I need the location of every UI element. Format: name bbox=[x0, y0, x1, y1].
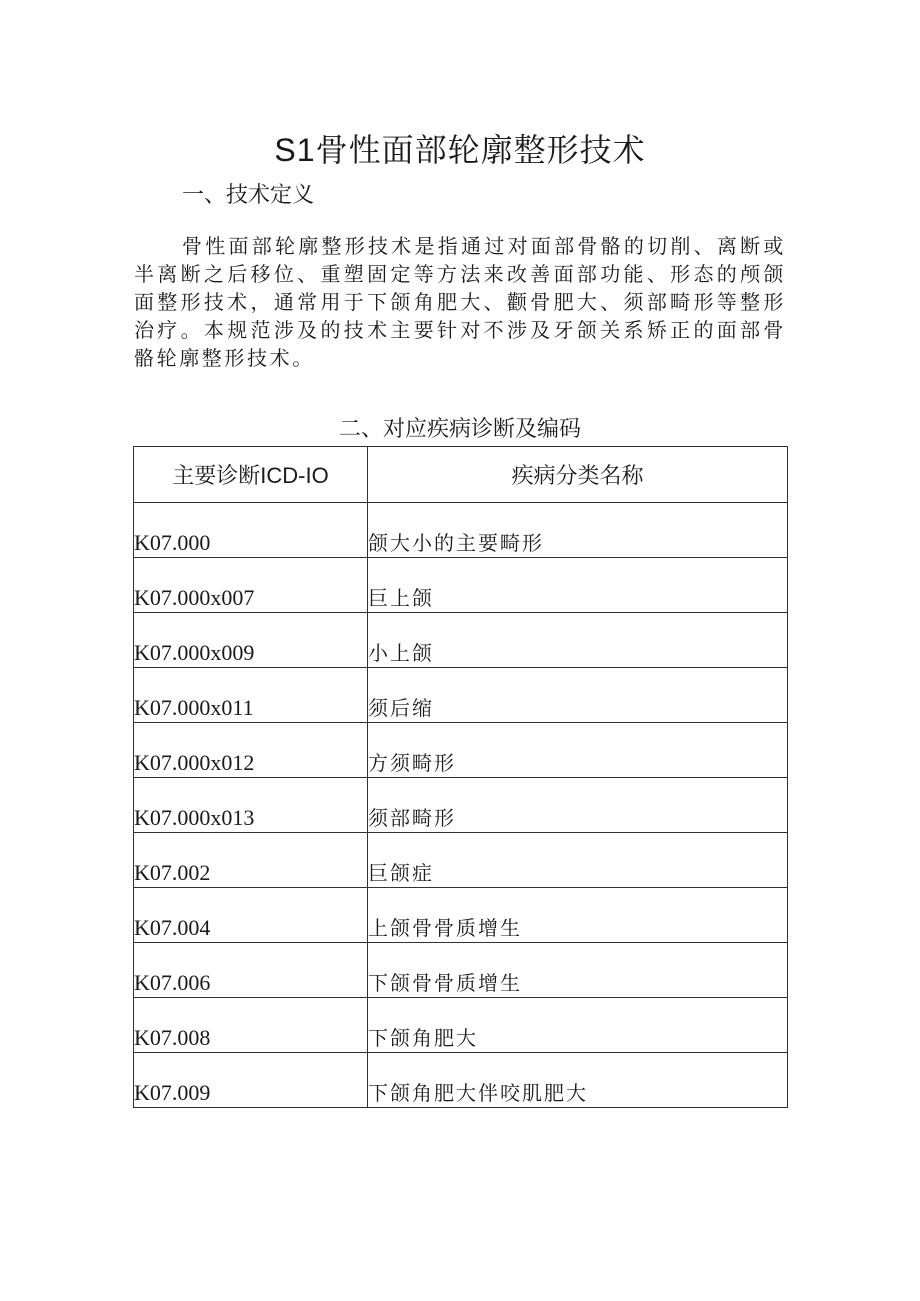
table-row bbox=[134, 558, 788, 613]
table-row bbox=[134, 943, 788, 998]
diagnosis-code-table bbox=[133, 446, 788, 1108]
disease-name-cell: 下颌角肥大 bbox=[368, 998, 788, 1053]
diagnosis-code-cell: K07.000x012 bbox=[134, 723, 368, 778]
header-diagnosis-code: 主要诊断ICD-IO bbox=[134, 447, 368, 503]
diagnosis-code-cell: K07.000x007 bbox=[134, 558, 368, 613]
diagnosis-code-cell: K07.000 bbox=[134, 503, 368, 558]
diagnosis-code-cell: K07.009 bbox=[134, 1053, 368, 1108]
table-row bbox=[134, 778, 788, 833]
disease-name-cell: 小上颌 bbox=[368, 613, 788, 668]
diagnosis-code-cell: K07.004 bbox=[134, 888, 368, 943]
diagnosis-code-cell: K07.000x013 bbox=[134, 778, 368, 833]
table-row bbox=[134, 668, 788, 723]
table-row bbox=[134, 723, 788, 778]
table-row bbox=[134, 1053, 788, 1108]
diagnosis-code-cell: K07.000x011 bbox=[134, 668, 368, 723]
table-body bbox=[134, 503, 788, 1108]
table-row bbox=[134, 998, 788, 1053]
table-row bbox=[134, 503, 788, 558]
table-row bbox=[134, 613, 788, 668]
disease-name-cell: 巨上颌 bbox=[368, 558, 788, 613]
page-title: S1骨性面部轮廓整形技术 bbox=[274, 132, 646, 168]
table-row bbox=[134, 888, 788, 943]
disease-name-cell: 下颌骨骨质增生 bbox=[368, 943, 788, 998]
disease-name-cell: 上颌骨骨质增生 bbox=[368, 888, 788, 943]
disease-name-cell: 方须畸形 bbox=[368, 723, 788, 778]
diagnosis-code-cell: K07.008 bbox=[134, 998, 368, 1053]
header-disease-name: 疾病分类名称 bbox=[368, 447, 788, 503]
table-row bbox=[134, 833, 788, 888]
section-heading-definition: 一、技术定义 bbox=[182, 182, 315, 207]
disease-name-cell: 下颌角肥大伴咬肌肥大 bbox=[368, 1053, 788, 1108]
diagnosis-code-cell: K07.006 bbox=[134, 943, 368, 998]
disease-name-cell: 须后缩 bbox=[368, 668, 788, 723]
disease-name-cell: 巨颌症 bbox=[368, 833, 788, 888]
definition-paragraph: 骨性面部轮廓整形技术是指通过对面部骨骼的切削、离断或半离断之后移位、重塑固定等方法来改善面部功能、形态的颅颌面整形技术，通常用于下颌角肥大、颧骨肥大、须部畸形等整形治疗。本规范涉及的技术主要针对不涉及牙颌关系矫正的面部骨骼轮廓整形技术。 bbox=[134, 234, 786, 370]
disease-name-cell: 颌大小的主要畸形 bbox=[368, 503, 788, 558]
table-header-row bbox=[134, 447, 788, 503]
diagnosis-code-cell: K07.000x009 bbox=[134, 613, 368, 668]
disease-name-cell: 须部畸形 bbox=[368, 778, 788, 833]
diagnosis-code-cell: K07.002 bbox=[134, 833, 368, 888]
section-heading-diagnosis: 二、对应疾病诊断及编码 bbox=[338, 416, 581, 441]
